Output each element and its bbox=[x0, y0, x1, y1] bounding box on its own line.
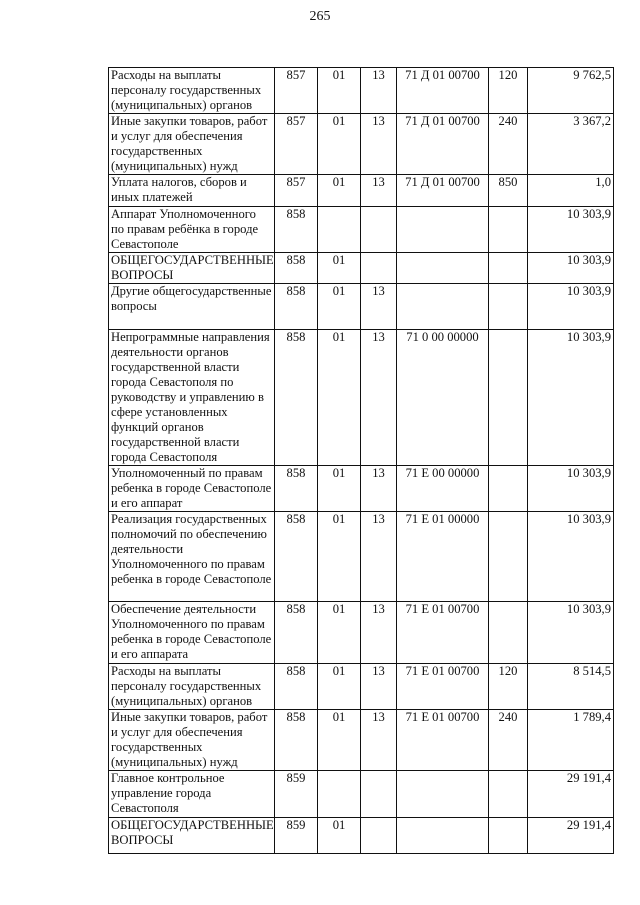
section-code: 01 bbox=[318, 253, 361, 284]
expense-type-code bbox=[489, 207, 528, 253]
expense-type-code bbox=[489, 602, 528, 664]
amount: 9 762,5 bbox=[528, 68, 614, 114]
section-code: 01 bbox=[318, 466, 361, 512]
row-name: Расходы на выплаты персоналу государственных (муниципальных) органов bbox=[109, 68, 275, 114]
target-article-code: 71 Е 01 00700 bbox=[397, 710, 489, 771]
expense-type-code: 240 bbox=[489, 710, 528, 771]
page-number: 265 bbox=[309, 9, 331, 24]
table-row bbox=[109, 602, 614, 664]
table-row bbox=[109, 253, 614, 284]
amount: 29 191,4 bbox=[528, 771, 614, 818]
amount: 10 303,9 bbox=[528, 253, 614, 284]
section-code bbox=[318, 771, 361, 818]
subsection-code: 13 bbox=[361, 710, 397, 771]
expense-type-code bbox=[489, 512, 528, 602]
target-article-code: 71 Е 01 00700 bbox=[397, 602, 489, 664]
section-code: 01 bbox=[318, 284, 361, 330]
row-name: ОБЩЕГОСУДАРСТВЕННЫЕ ВОПРОСЫ bbox=[109, 818, 275, 854]
section-code: 01 bbox=[318, 68, 361, 114]
subsection-code: 13 bbox=[361, 664, 397, 710]
row-name: ОБЩЕГОСУДАРСТВЕННЫЕ ВОПРОСЫ bbox=[109, 253, 275, 284]
table-row bbox=[109, 512, 614, 602]
target-article-code: 71 Е 01 00000 bbox=[397, 512, 489, 602]
expense-type-code: 850 bbox=[489, 175, 528, 207]
department-code: 858 bbox=[275, 284, 318, 330]
target-article-code: 71 Д 01 00700 bbox=[397, 175, 489, 207]
expense-type-code bbox=[489, 330, 528, 466]
expense-type-code bbox=[489, 466, 528, 512]
row-name: Аппарат Уполномоченного по правам ребёнка в городе Севастополе bbox=[109, 207, 275, 253]
row-name: Иные закупки товаров, работ и услуг для обеспечения государственных (муниципальных) нужд bbox=[109, 710, 275, 771]
target-article-code: 71 Д 01 00700 bbox=[397, 68, 489, 114]
table-row bbox=[109, 771, 614, 818]
row-name: Непрограммные направления деятельности органов государственной власти города Севастополя по руководству и управлению в сфере установленных функций органов государственной власти города Севастополя bbox=[109, 330, 275, 466]
subsection-code: 13 bbox=[361, 512, 397, 602]
target-article-code bbox=[397, 284, 489, 330]
row-name: Иные закупки товаров, работ и услуг для обеспечения государственных (муниципальных) нужд bbox=[109, 114, 275, 175]
subsection-code: 13 bbox=[361, 602, 397, 664]
row-name: Расходы на выплаты персоналу государственных (муниципальных) органов bbox=[109, 664, 275, 710]
section-code: 01 bbox=[318, 664, 361, 710]
department-code: 857 bbox=[275, 175, 318, 207]
expense-type-code: 120 bbox=[489, 664, 528, 710]
amount: 3 367,2 bbox=[528, 114, 614, 175]
row-name: Уплата налогов, сборов и иных платежей bbox=[109, 175, 275, 207]
target-article-code bbox=[397, 253, 489, 284]
expense-type-code bbox=[489, 284, 528, 330]
subsection-code bbox=[361, 253, 397, 284]
subsection-code: 13 bbox=[361, 284, 397, 330]
department-code: 859 bbox=[275, 818, 318, 854]
target-article-code bbox=[397, 771, 489, 818]
row-name: Обеспечение деятельности Уполномоченного по правам ребенка в городе Севастополе и его аппарата bbox=[109, 602, 275, 664]
target-article-code: 71 Д 01 00700 bbox=[397, 114, 489, 175]
department-code: 858 bbox=[275, 207, 318, 253]
table-row bbox=[109, 466, 614, 512]
table-row bbox=[109, 710, 614, 771]
expense-type-code bbox=[489, 818, 528, 854]
department-code: 859 bbox=[275, 771, 318, 818]
section-code: 01 bbox=[318, 818, 361, 854]
table-row bbox=[109, 207, 614, 253]
amount: 8 514,5 bbox=[528, 664, 614, 710]
target-article-code: 71 Е 00 00000 bbox=[397, 466, 489, 512]
department-code: 858 bbox=[275, 512, 318, 602]
section-code bbox=[318, 207, 361, 253]
section-code: 01 bbox=[318, 330, 361, 466]
amount: 10 303,9 bbox=[528, 330, 614, 466]
row-name: Реализация государственных полномочий по обеспечению деятельности Уполномоченного по правам ребенка в городе Севастополе bbox=[109, 512, 275, 602]
amount: 1,0 bbox=[528, 175, 614, 207]
department-code: 857 bbox=[275, 114, 318, 175]
row-name: Главное контрольное управление города Севастополя bbox=[109, 771, 275, 818]
table-row bbox=[109, 284, 614, 330]
amount: 10 303,9 bbox=[528, 284, 614, 330]
subsection-code: 13 bbox=[361, 68, 397, 114]
amount: 29 191,4 bbox=[528, 818, 614, 854]
table-row bbox=[109, 330, 614, 466]
subsection-code bbox=[361, 207, 397, 253]
subsection-code: 13 bbox=[361, 466, 397, 512]
table-row bbox=[109, 68, 614, 114]
subsection-code: 13 bbox=[361, 330, 397, 466]
department-code: 858 bbox=[275, 330, 318, 466]
section-code: 01 bbox=[318, 114, 361, 175]
table-row bbox=[109, 175, 614, 207]
amount: 10 303,9 bbox=[528, 466, 614, 512]
subsection-code: 13 bbox=[361, 114, 397, 175]
amount: 10 303,9 bbox=[528, 512, 614, 602]
expense-type-code: 240 bbox=[489, 114, 528, 175]
target-article-code bbox=[397, 818, 489, 854]
subsection-code: 13 bbox=[361, 175, 397, 207]
target-article-code: 71 0 00 00000 bbox=[397, 330, 489, 466]
expense-type-code bbox=[489, 771, 528, 818]
department-code: 858 bbox=[275, 710, 318, 771]
table-row bbox=[109, 664, 614, 710]
amount: 10 303,9 bbox=[528, 602, 614, 664]
amount: 1 789,4 bbox=[528, 710, 614, 771]
subsection-code bbox=[361, 771, 397, 818]
target-article-code bbox=[397, 207, 489, 253]
expense-type-code: 120 bbox=[489, 68, 528, 114]
section-code: 01 bbox=[318, 710, 361, 771]
amount: 10 303,9 bbox=[528, 207, 614, 253]
table-row bbox=[109, 818, 614, 854]
department-code: 857 bbox=[275, 68, 318, 114]
row-name: Уполномоченный по правам ребенка в городе Севастополе и его аппарат bbox=[109, 466, 275, 512]
section-code: 01 bbox=[318, 602, 361, 664]
table-row bbox=[109, 114, 614, 175]
department-code: 858 bbox=[275, 602, 318, 664]
row-name: Другие общегосударственные вопросы bbox=[109, 284, 275, 330]
department-code: 858 bbox=[275, 466, 318, 512]
department-code: 858 bbox=[275, 253, 318, 284]
section-code: 01 bbox=[318, 175, 361, 207]
target-article-code: 71 Е 01 00700 bbox=[397, 664, 489, 710]
budget-table bbox=[108, 67, 614, 854]
department-code: 858 bbox=[275, 664, 318, 710]
subsection-code bbox=[361, 818, 397, 854]
section-code: 01 bbox=[318, 512, 361, 602]
expense-type-code bbox=[489, 253, 528, 284]
